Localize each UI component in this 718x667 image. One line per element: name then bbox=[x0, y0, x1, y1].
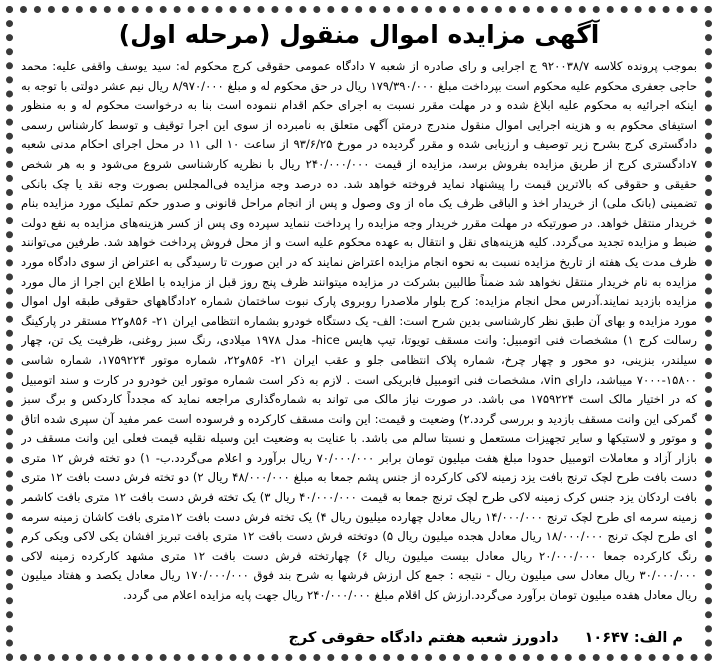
reference-number: م الف: ۱۰۶۴۷ bbox=[584, 630, 683, 646]
issuer-signature: دادورز شعبه هفتم دادگاه حقوقی کرج bbox=[288, 630, 559, 646]
notice-footer bbox=[21, 628, 697, 648]
notice-content bbox=[21, 19, 697, 648]
notice-title: آگهی مزایده اموال منقول (مرحله اول) bbox=[118, 20, 600, 49]
notice-frame bbox=[6, 6, 712, 661]
notice-body: بموجب پرونده کلاسه ۹۲۰۰۳۸/۷ ج اجرایی و رای صادره از شعبه ۷ دادگاه عمومی حقوقی کرج محکوم له: سید یوسف واقفی علیه: محمد حاجی جعفری محکوم علیه محکوم است بپرداخت مبلغ ۱۷۹/۳۹۰/۰۰۰ ریال در حق محکوم له و مبلغ ۸/۹۷۰/۰۰۰ ریال نیم عشر دولتی با توجه به اینکه اجرائیه به محکوم علیه ابلاغ شده و در مهلت مقرر نسبت به اجرای حکم اقدام ننموده است بنا به درخواست محکوم له و به منظور استیفای محکوم به و هزینه اجرایی اموال منقول مندرج درمتن آگهی متعلق به نامبرده از سوی این اجرا توقیف و توسط کارشناس رسمی دادگستری کرج بشرح زیر توصیف و ارزیابی شده و مقرر گردیده در مورخ ۹۳/۶/۲۵ از ساعت ۱۰ الی ۱۱ در محل اجرای احکام مدنی شعبه ۷دادگستری کرج از طریق مزایده بفروش برسد، مزایده از قیمت ۲۴۰/۰۰۰/۰۰۰ ریال با نظریه کارشناسی شروع می‌شود و به هر شخص حقیقی و حقوقی که بالاترین قیمت را پیشنهاد نماید فروخته خواهد شد. ده درصد وجه مزایده فی‌المجلس بصورت وجه نقد یا چک بانکی تضمینی (بانک ملی) از خریدار اخذ و الباقی ظرف یک ماه از وی وصول و پس از انجام مراحل قانونی و صدور حکم تملیک مورد مزایده بنام خریدار منتقل خواهد. در صورتیکه در مهلت مقرر خریدار وجه مزایده را پرداخت ننماید سپرده وی پس از کسر هزینه‌های مزایده به نفع دولت ضبط و مزایده تجدید می‌گردد. کلیه هزینه‌های نقل و انتقال به عهده محکوم علیه است و از محل فروش پرداخت خواهد شد. طرفین می‌توانند ظرف مدت یک هفته از تاریخ مزایده نسبت به نحوه انجام مزایده اعتراض نمایند که در این صورت تا رسیدگی به اعتراض از سوی دادگاه مورد مزایده به نام خریدار منتقل نخواهد شد ضمناً طالبین بشرکت در مزایده میتوانند ظرف پنج روز قبل از مزایده با اطلاع این اجرا از مال مورد مزایده بازدید نمایند.آدرس محل انجام مزایده: کرج بلوار ملاصدرا روبروی پارک نبوت ساختمان شماره ۲دادگاههای حقوقی طبقه اول اموال مورد مزایده و بهای آن طبق نظر کارشناسی بدین شرح است: الف- یک دستگاه خودرو بشماره انتظامی ایران ۲۱- ۸۵۶و۲۲ مستقر در پارکینگ رسالت کرج ۱) مشخصات فنی اتومبیل: وانت مسقف تویوتا، تیپ هایس hice- مدل ۱۹۷۸ میلادی، رنگ سبز روغنی، ظرفیت یک تن، چهار سیلندر، بنزینی، دو محور و چهار چرخ، شماره پلاک انتظامی جلو و عقب ایران ۲۱- ۸۵۶و۲۲، شماره موتور ۱۷۵۹۲۲۴، شماره شاسی ۱۵۸۰۰-۷۰۰۰ میباشد، دارای vin، مشخصات فنی اتومبیل فابریکی است . لازم به ذکر است شماره موتور این خودرو در کارت و سند اتومبیل که در اختیار مالک است ۱۷۵۹۲۲۴ می باشد. در صورت نیاز مالک می تواند به شماره‌گذاری مراجعه نماید که مجدداً کاردکس و برگ سبز گمرکی این وانت مسقف بازدید و بررسی گردد.۲) وضعیت و قیمت: این وانت مسقف کارکرده و فرسوده است عمر مفید آن سپری شده اتاق و موتور و لاستیکها و سایر تجهیزات مستعمل و نسبتا سالم می باشد. با عنایت به وضعیت این وسیله نقلیه قیمت فعلی این وانت مسقف در بازار آزاد و معاملات اتومبیل حدودا مبلغ هفت میلیون تومان برابر ۷۰/۰۰۰/۰۰۰ ریال برآورد و اعلام می‌گردد.ب- ۱) دو تخته فرش ۱۲ متری دست بافت طرح لچک ترنج بافت یزد زمینه لاکی کارکرده از جنس پشم جمعا به مبلغ ۴۸/۰۰۰/۰۰۰ ریال ۲) دو تخته فرش دست بافت ۱۲ متری بافت اردکان یزد جنس کرک زمینه لاکی طرح لچک ترنج جمعا به قیمت ۴۰/۰۰۰/۰۰۰ ریال ۳) یک تخته فرش دست بافت ۱۲ متری بافت کاشمر زمینه سرمه ای طرح لچک ترنج ۱۴/۰۰۰/۰۰۰ ریال معادل چهارده میلیون ریال ۴) یک تخته فرش دست بافت ۱۲متری بافت کاشان زمینه سرمه ای طرح لچک ترنج ۱۸/۰۰۰/۰۰۰ ریال معادل هجده میلیون ریال ۵) دوتخته فرش دست بافت ۱۲ متری بافت تبریز افشان یکی لاکی ویکی کرم رنگ کارکرده جمعا ۲۰/۰۰۰/۰۰۰ ریال معادل بیست میلیون ریال ۶) چهارتخته فرش دست بافت ۱۲ متری مشهد کارکرده زمینه لاکی ۳۰/۰۰۰/۰۰۰ ریال معادل سی میلیون ریال - نتیجه : جمع کل ارزش فرشها به شرح بند فوق ۱۷۰/۰۰۰/۰۰۰ ریال معادل یکصد و هفتاد میلیون ریال معادل هفده میلیون تومان برآورد می‌گردد.ارزش کل اقلام مبلغ ۲۴۰/۰۰۰/۰۰۰ ریال جهت پایه مزایده اعلام می گردد. bbox=[21, 59, 697, 603]
